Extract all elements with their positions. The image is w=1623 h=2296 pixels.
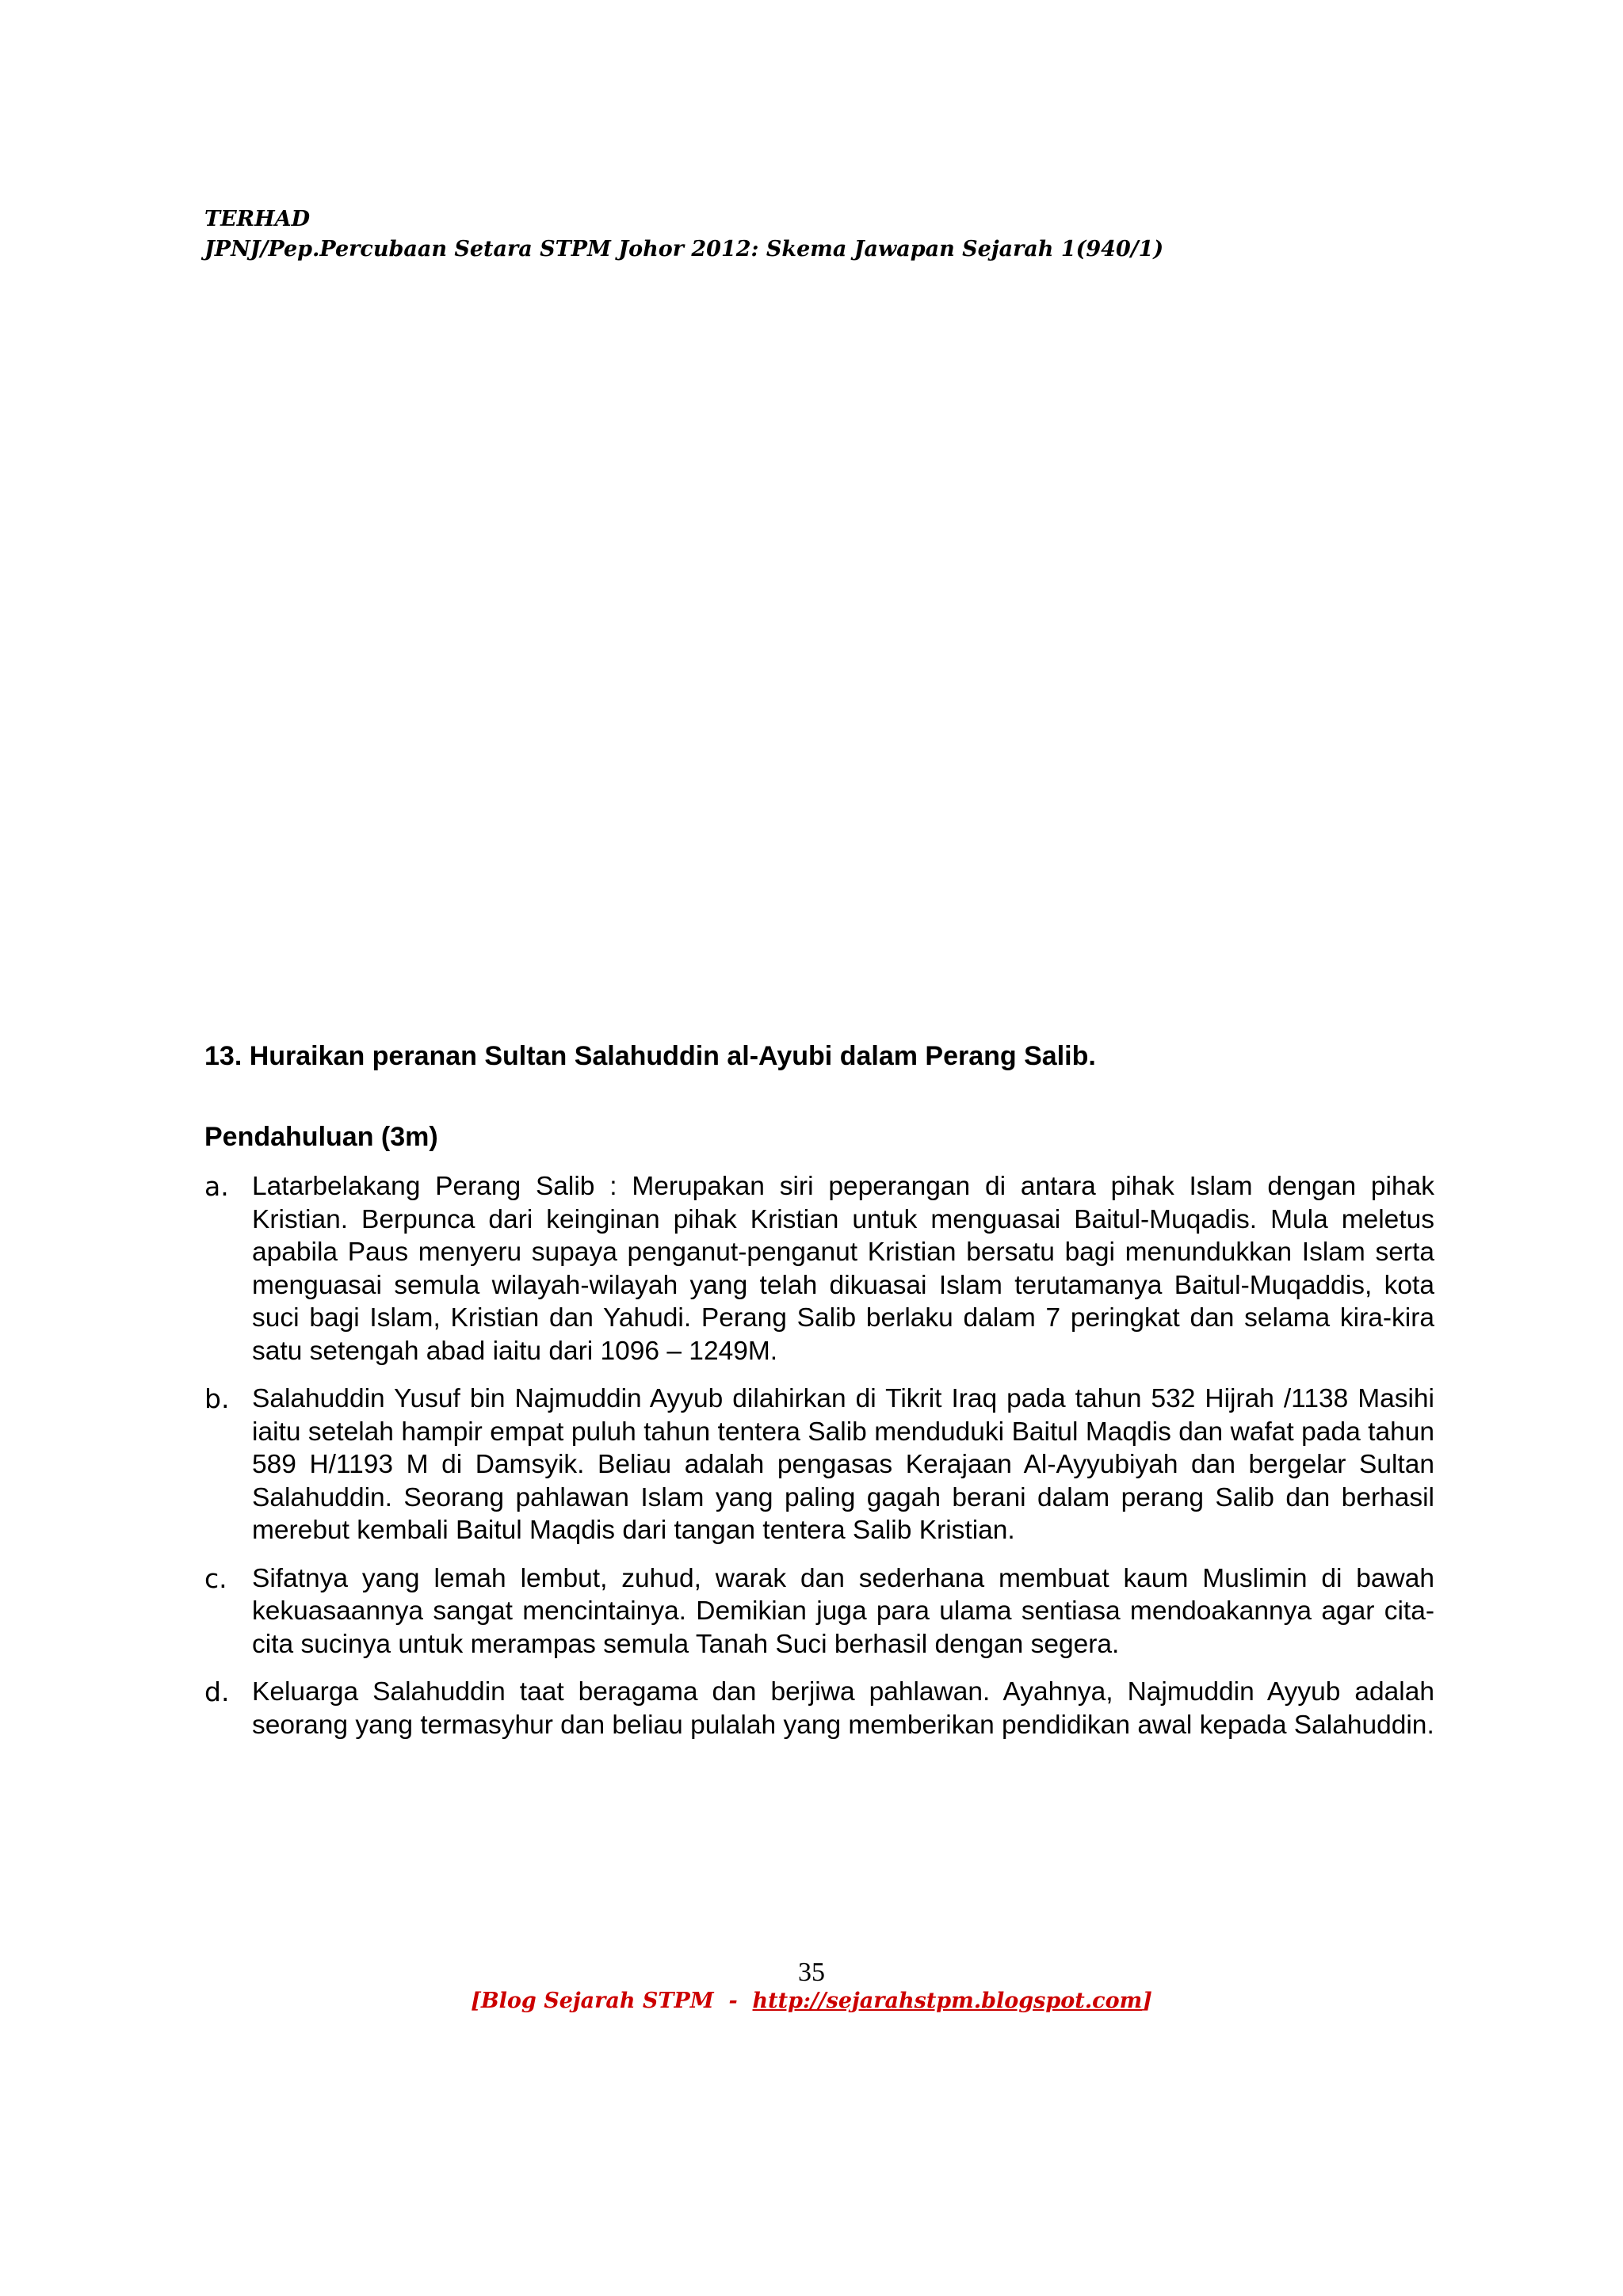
footer-bracket-close: ] [1142,1989,1152,2013]
list-item-marker: d. [204,1676,230,1707]
footer-credit [0,1987,1623,2016]
list-item-marker: b. [204,1383,230,1414]
section-heading: Pendahuluan (3m) [204,1122,438,1152]
list-item-text: Salahuddin Yusuf bin Najmuddin Ayyub dilahirkan di Tikrit Iraq pada tahun 532 Hijrah /1138 Masihi iaitu setelah hampir empat puluh tahun tentera Salib menduduki Baitul Maqdis dan wafat pada tahun 589 H/1193 M di Damsyik. Beliau adalah pengasas Kerajaan Al-Ayyubiyah dan bergelar Sultan Salahuddin. Seorang pahlawan Islam yang paling gagah berani dalam perang Salib dan berhasil merebut kembali Baitul Maqdis dari tangan tentera Salib Kristian. [252,1384,1434,1545]
list-item [204,1383,1434,1547]
list-item [204,1170,1434,1367]
footer-blog-link[interactable]: http://sejarahstpm.blogspot.com [752,1989,1143,2013]
page-header [204,204,1163,265]
list-item-marker: a. [204,1171,229,1202]
list-item-text: Latarbelakang Perang Salib : Merupakan siri peperangan di antara pihak Islam dengan pihak Kristian. Berpunca dari keinginan pihak Kristian untuk menguasai Baitul-Muqadis. Mula meletus apabila Paus menyeru supaya penganut-penganut Kristian bersatu bagi menundukkan Islam serta menguasai semula wilayah-wilayah yang telah dikuasai Islam terutamanya Baitul-Muqaddis, kota suci bagi Islam, Kristian dan Yahudi. Perang Salib berlaku dalam 7 peringkat dan selama kira-kira satu setengah abad iaitu dari 1096 – 1249M. [252,1172,1434,1366]
document-title: JPNJ/Pep.Percubaan Setara STPM Johor 2012: Skema Jawapan Sejarah 1(940/1) [204,237,1164,261]
list-item-marker: c. [204,1562,227,1594]
footer-blog-name: Blog Sejarah STPM - [480,1989,753,2013]
footer-bracket-open: [ [471,1989,481,2013]
answer-list [204,1170,1434,1756]
question-heading: 13. Huraikan peranan Sultan Salahuddin al-Ayubi dalam Perang Salib. [204,1041,1096,1071]
page-number: 35 [798,1958,825,1987]
classification-label: TERHAD [204,207,310,231]
list-item [204,1562,1434,1661]
list-item-text: Keluarga Salahuddin taat beragama dan berjiwa pahlawan. Ayahnya, Najmuddin Ayyub adalah seorang yang termasyhur dan beliau pulalah yang memberikan pendidikan awal kepada Salahuddin. [252,1677,1434,1740]
list-item-text: Sifatnya yang lemah lembut, zuhud, warak dan sederhana membuat kaum Muslimin di bawah kekuasaannya sangat mencintainya. Demikian juga para ulama sentiasa mendoakannya agar cita-cita sucinya untuk merampas semula Tanah Suci berhasil dengan segera. [252,1563,1434,1659]
list-item [204,1676,1434,1741]
